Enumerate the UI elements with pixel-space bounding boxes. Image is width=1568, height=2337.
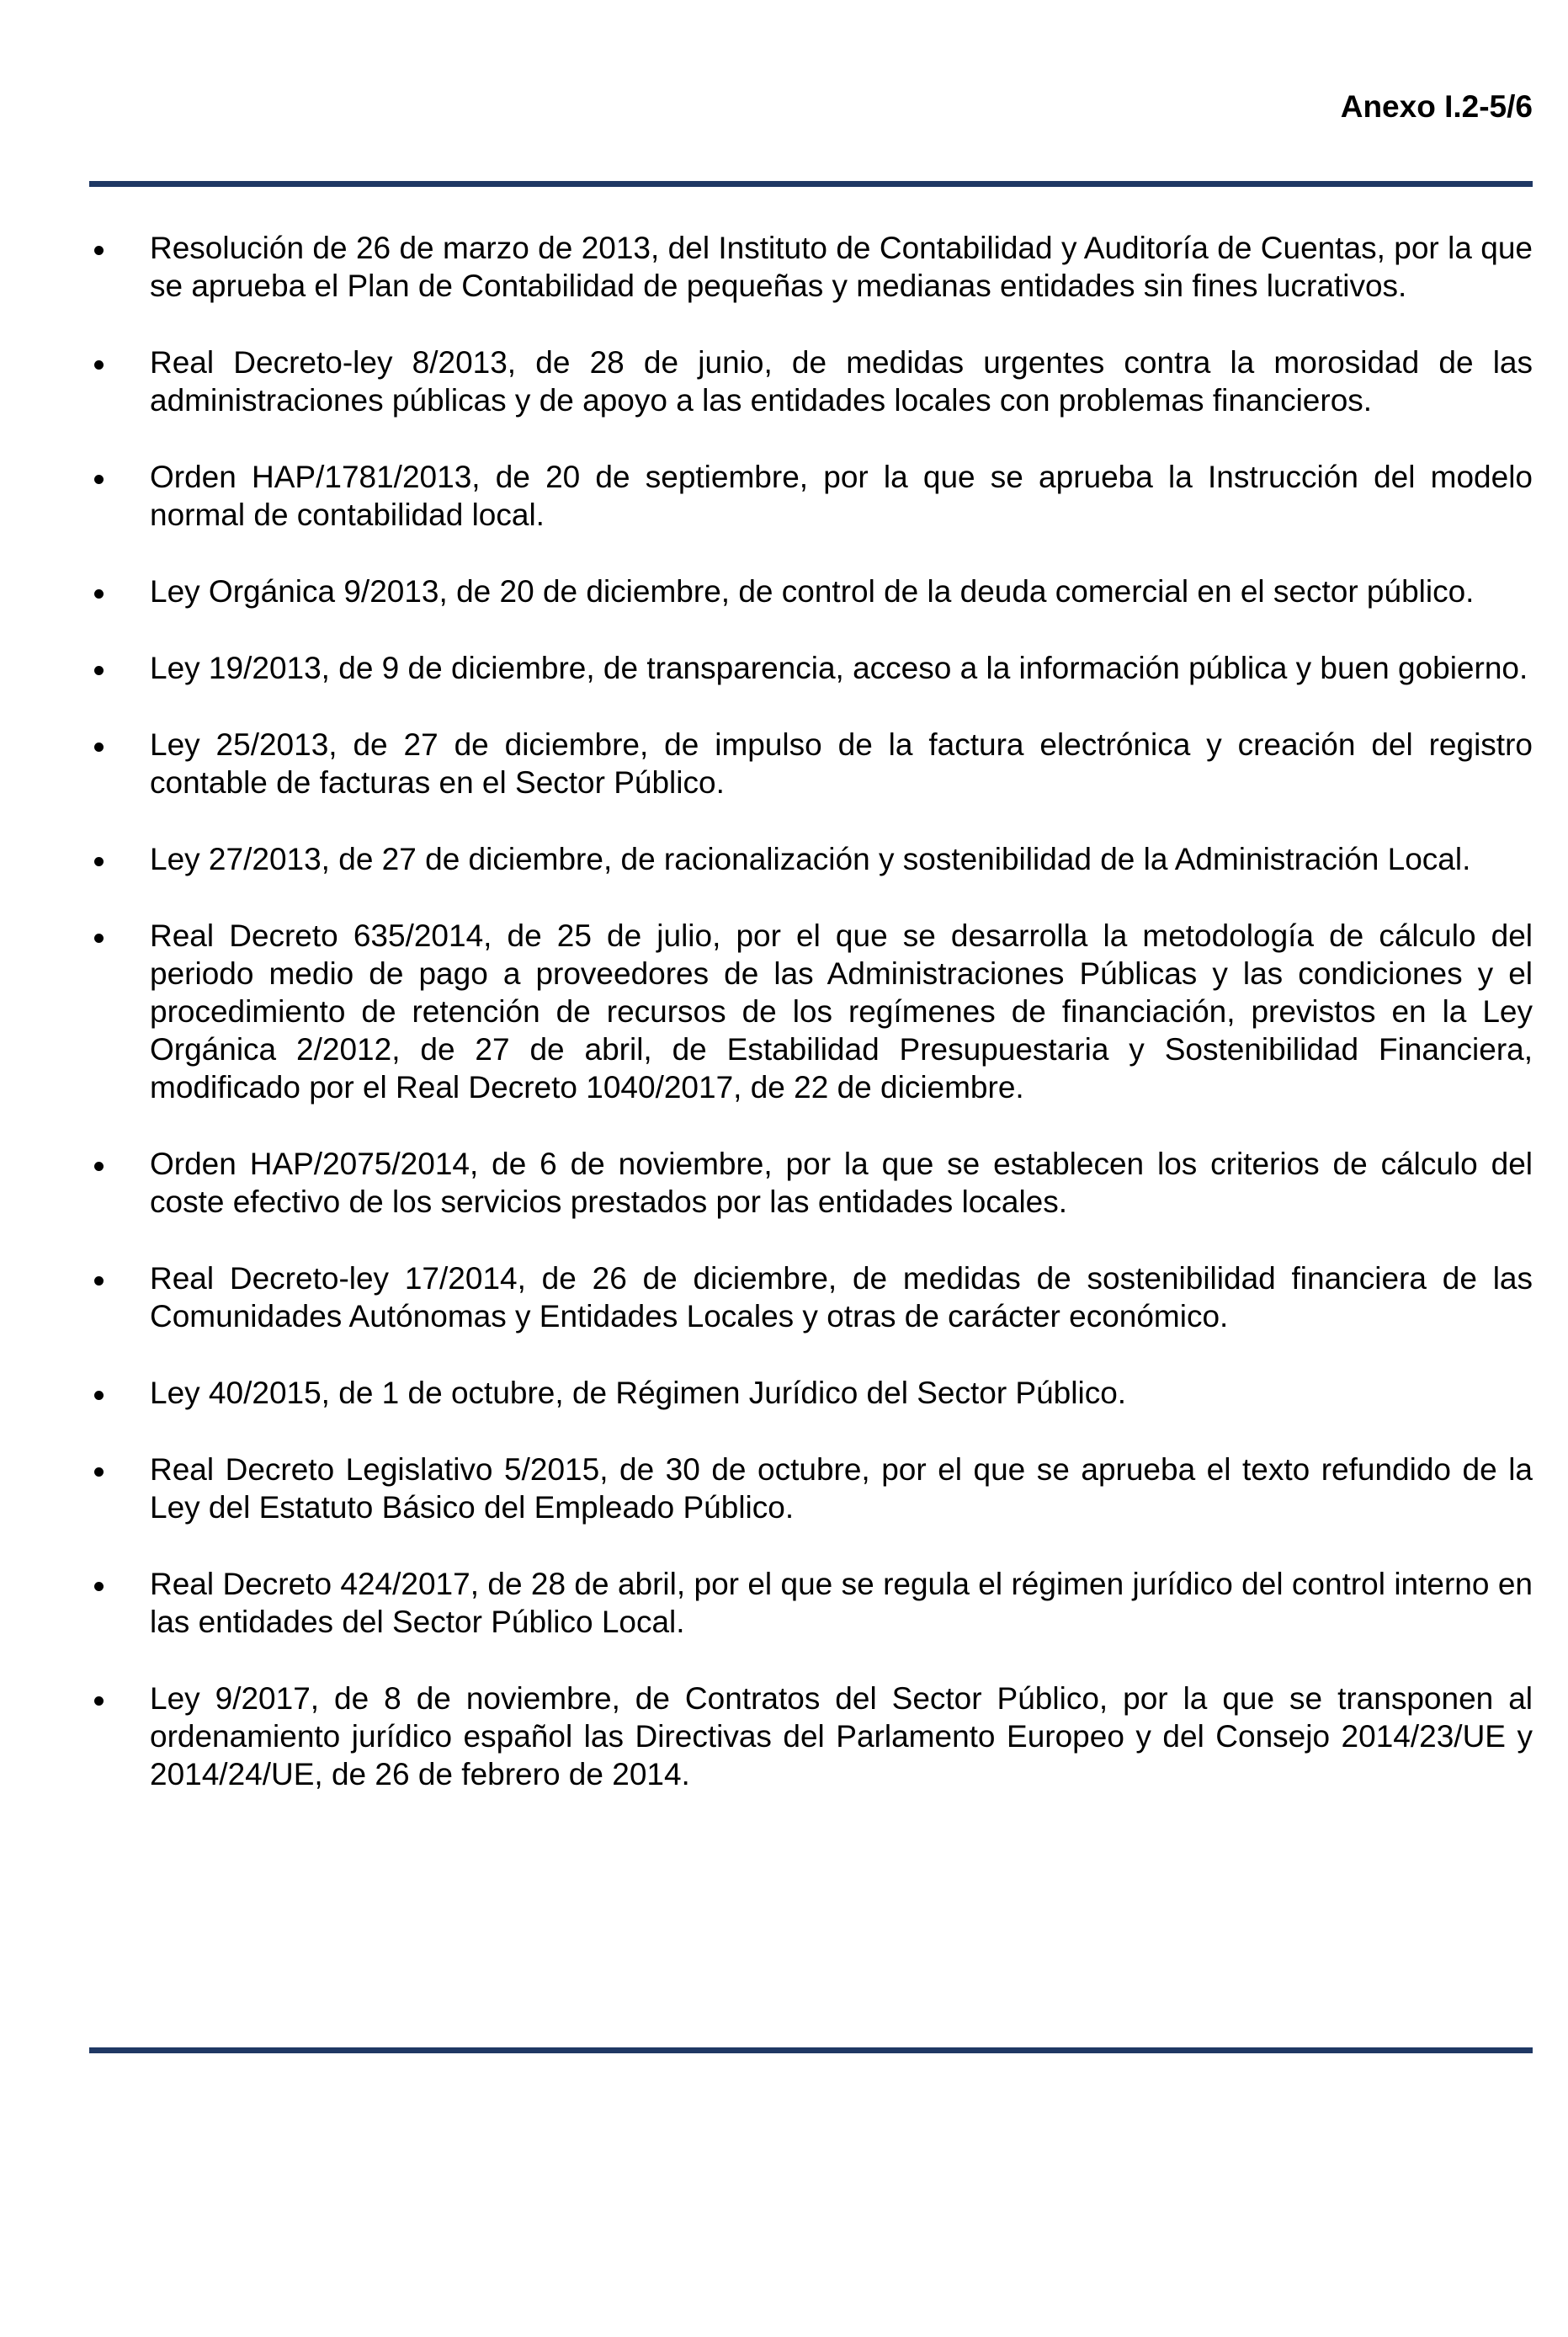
list-item <box>89 1565 1533 1641</box>
list-item-text: Real Decreto-ley 17/2014, de 26 de diciembre, de medidas de sostenibilidad financiera de las Comunidades Autónomas y Entidades Locales y otras de carácter económico. <box>150 1261 1533 1334</box>
bullet-icon <box>94 589 104 599</box>
list-item <box>89 649 1533 687</box>
list-item-text: Real Decreto 424/2017, de 28 de abril, por el que se regula el régimen jurídico del control interno en las entidades del Sector Público Local. <box>150 1567 1533 1639</box>
list-item-text: Ley 25/2013, de 27 de diciembre, de impulso de la factura electrónica y creación del registro contable de facturas en el Sector Público. <box>150 727 1533 800</box>
bullet-icon <box>94 1391 104 1400</box>
bullet-icon <box>94 857 104 866</box>
bullet-icon <box>94 246 104 255</box>
list-item-text: Ley 27/2013, de 27 de diciembre, de racionalización y sostenibilidad de la Administración Local. <box>150 842 1471 876</box>
list-item <box>89 726 1533 801</box>
list-item <box>89 1145 1533 1221</box>
list-item-text: Real Decreto-ley 8/2013, de 28 de junio, de medidas urgentes contra la morosidad de las administraciones públicas y de apoyo a las entidades locales con problemas financieros. <box>150 345 1533 418</box>
list-item-text: Real Decreto Legislativo 5/2015, de 30 de octubre, por el que se aprueba el texto refundido de la Ley del Estatuto Básico del Empleado Público. <box>150 1452 1533 1525</box>
bullet-icon <box>94 1467 104 1477</box>
bullet-icon <box>94 934 104 943</box>
top-divider <box>89 181 1533 187</box>
list-item <box>89 229 1533 305</box>
list-item <box>89 343 1533 419</box>
list-item-text: Ley Orgánica 9/2013, de 20 de diciembre, de control de la deuda comercial en el sector público. <box>150 574 1475 609</box>
list-item <box>89 1680 1533 1793</box>
list-item <box>89 1374 1533 1412</box>
bullet-icon <box>94 743 104 752</box>
bullet-icon <box>94 1696 104 1706</box>
list-item-text: Ley 40/2015, de 1 de octubre, de Régimen Jurídico del Sector Público. <box>150 1376 1127 1410</box>
bullet-icon <box>94 666 104 675</box>
list-item <box>89 917 1533 1106</box>
list-item <box>89 572 1533 610</box>
list-item <box>89 840 1533 878</box>
bullet-icon <box>94 475 104 484</box>
list-item-text: Ley 9/2017, de 8 de noviembre, de Contratos del Sector Público, por la que se transponen al ordenamiento jurídico español las Directivas del Parlamento Europeo y del Consejo 2014/23/UE y 2014/24/UE, de 26 de febrero de 2014. <box>150 1681 1533 1791</box>
list-item-text: Real Decreto 635/2014, de 25 de julio, por el que se desarrolla la metodología de cálculo del periodo medio de pago a proveedores de las Administraciones Públicas y las condiciones y el procedimiento de retención de recursos de los regímenes de financiación, previstos en la Ley Orgánica 2/2012, de 27 de abril, de Estabilidad Presupuestaria y Sostenibilidad Financiera, modificado por el Real Decreto 1040/2017, de 22 de diciembre. <box>150 918 1533 1105</box>
bullet-icon <box>94 1276 104 1286</box>
list-item-text: Orden HAP/2075/2014, de 6 de noviembre, por la que se establecen los criterios de cálculo del coste efectivo de los servicios prestados por las entidades locales. <box>150 1147 1533 1219</box>
list-item-text: Resolución de 26 de marzo de 2013, del Instituto de Contabilidad y Auditoría de Cuentas, por la que se aprueba el Plan de Contabilidad de pequeñas y medianas entidades sin fines lucrativos. <box>150 231 1533 303</box>
list-item <box>89 1451 1533 1526</box>
legislation-list <box>89 229 1533 1832</box>
list-item <box>89 458 1533 534</box>
bullet-icon <box>94 1582 104 1591</box>
bottom-divider <box>89 2047 1533 2053</box>
bullet-icon <box>94 1162 104 1171</box>
page-label: Anexo I.2-5/6 <box>1340 89 1533 124</box>
bullet-icon <box>94 360 104 370</box>
list-item-text: Orden HAP/1781/2013, de 20 de septiembre, por la que se aprueba la Instrucción del modelo normal de contabilidad local. <box>150 460 1533 532</box>
list-item-text: Ley 19/2013, de 9 de diciembre, de transparencia, acceso a la información pública y buen gobierno. <box>150 651 1528 685</box>
list-item <box>89 1259 1533 1335</box>
